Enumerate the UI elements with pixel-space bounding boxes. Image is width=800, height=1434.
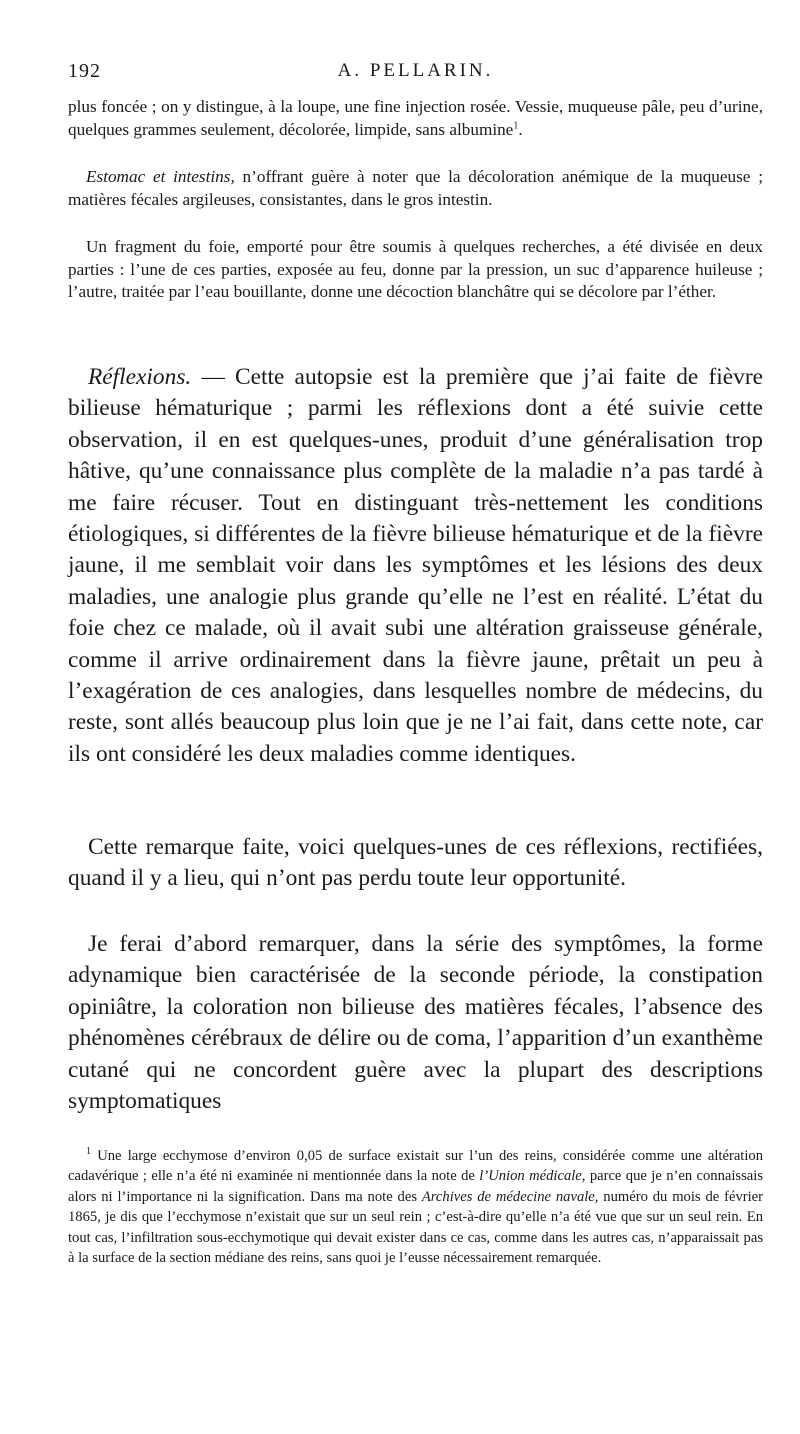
paragraph-symptoms: Je ferai d’abord remarquer, dans la série des symptômes, la forme adynamique bien caractérisée de la seconde période, la constipation opiniâtre, la coloration non bilieuse des matières fécales, l’absence des phénomènes cérébraux de délire ou de coma, l’apparition d’un exanthème cutané qui ne concordent guère avec la plupart des descriptions symptomatiques	[68, 931, 763, 1115]
paragraph-reflexions-text: — Cette autopsie est la première que j’ai faite de fièvre bilieuse hématurique ; parmi les réflexions dont a été suivie cette observation, il en est quelques-unes, produit d’une généralisation trop hâtive, qu’une connaissance plus complète de la maladie n’a pas tardé à me faire récuser. Tout en distinguant très-nettement les conditions étiologiques, si différentes de la fièvre bilieuse hématurique et de la fièvre jaune, il me semblait voir dans les symptômes et les lésions des deux maladies, une analogie plus grande qu’elle ne l’est en réalité. L’état du foie chez ce malade, où il avait subi une altération graisseuse générale, comme il arrive ordinairement dans la fièvre jaune, prêtait un peu à l’exagération de ces analogies, dans lesquelles nombre de médecins, du reste, sont allés beaucoup plus loin que je ne l’ai fait, dans cette note, car ils ont considéré les deux maladies comme identiques.	[68, 364, 763, 767]
footnote-number: 1	[86, 1146, 91, 1158]
footnote-journal-2: Archives de médecine navale,	[421, 1188, 599, 1205]
paragraph-stomach	[68, 166, 763, 211]
reflexions-heading: Réflexions.	[88, 364, 192, 390]
page-header	[68, 60, 763, 88]
paragraph-bladder-text: plus foncée ; on y distingue, à la loupe, une fine injection rosée. Vessie, muqueuse pâle, peu d’urine, quelques grammes seulement, décolorée, limpide, sans albumine	[68, 97, 763, 139]
footnote-text-3: numéro du mois de février 1865, je dis que l’ecchymose n’existait que sur un seul rein ; c’est-à-dire qu’elle n’a été vue que sur un seul rein. En tout cas, l’infiltration sous-ecchymotique qui devait exister dans ce cas, comme dans les autres cas, n’apparaissait pas à la surface de la section médiane des reins, sans quoi je l’eusse nécessairement remarquée.	[68, 1188, 763, 1267]
stomach-heading: Estomac et intestins,	[86, 167, 235, 186]
footnote	[68, 1146, 763, 1268]
paragraph-liver: Un fragment du foie, emporté pour être soumis à quelques recherches, a été divisée en deux parties : l’une de ces parties, exposée au feu, donne par la pression, un suc d’apparence huileuse ; l’autre, traitée par l’eau bouillante, donne une décoction blanchâtre qui se décolore par l’éther.	[68, 237, 763, 302]
paragraph-bladder-end: .	[518, 119, 523, 139]
running-title: A. PELLARIN.	[337, 60, 494, 81]
page-number: 192	[68, 60, 101, 82]
footnote-marker: 1	[513, 119, 519, 131]
paragraph-bladder	[68, 96, 763, 141]
footnote-journal-1: l’Union médicale,	[479, 1168, 586, 1185]
footnote-text-2: parce que je n’en connaissais alors ni l’importance ni la signification. Dans ma note des	[68, 1168, 763, 1205]
paragraph-stomach-text: n’offrant guère à noter que la décoloration anémique de la muqueuse ; matières fécales argileuses, consistantes, dans le gros intestin.	[68, 167, 763, 209]
footnote-text-1: Une large ecchymose d’environ 0,05 de surface existait sur l’un des reins, considérée comme une altération cadavérique ; elle n’a été ni examinée ni mentionnée dans la note de	[68, 1148, 763, 1185]
paragraph-reflexions	[68, 362, 763, 770]
paragraph-remark: Cette remarque faite, voici quelques-unes de ces réflexions, rectifiées, quand il y a lieu, qui n’ont pas perdu toute leur opportunité.	[68, 834, 763, 892]
